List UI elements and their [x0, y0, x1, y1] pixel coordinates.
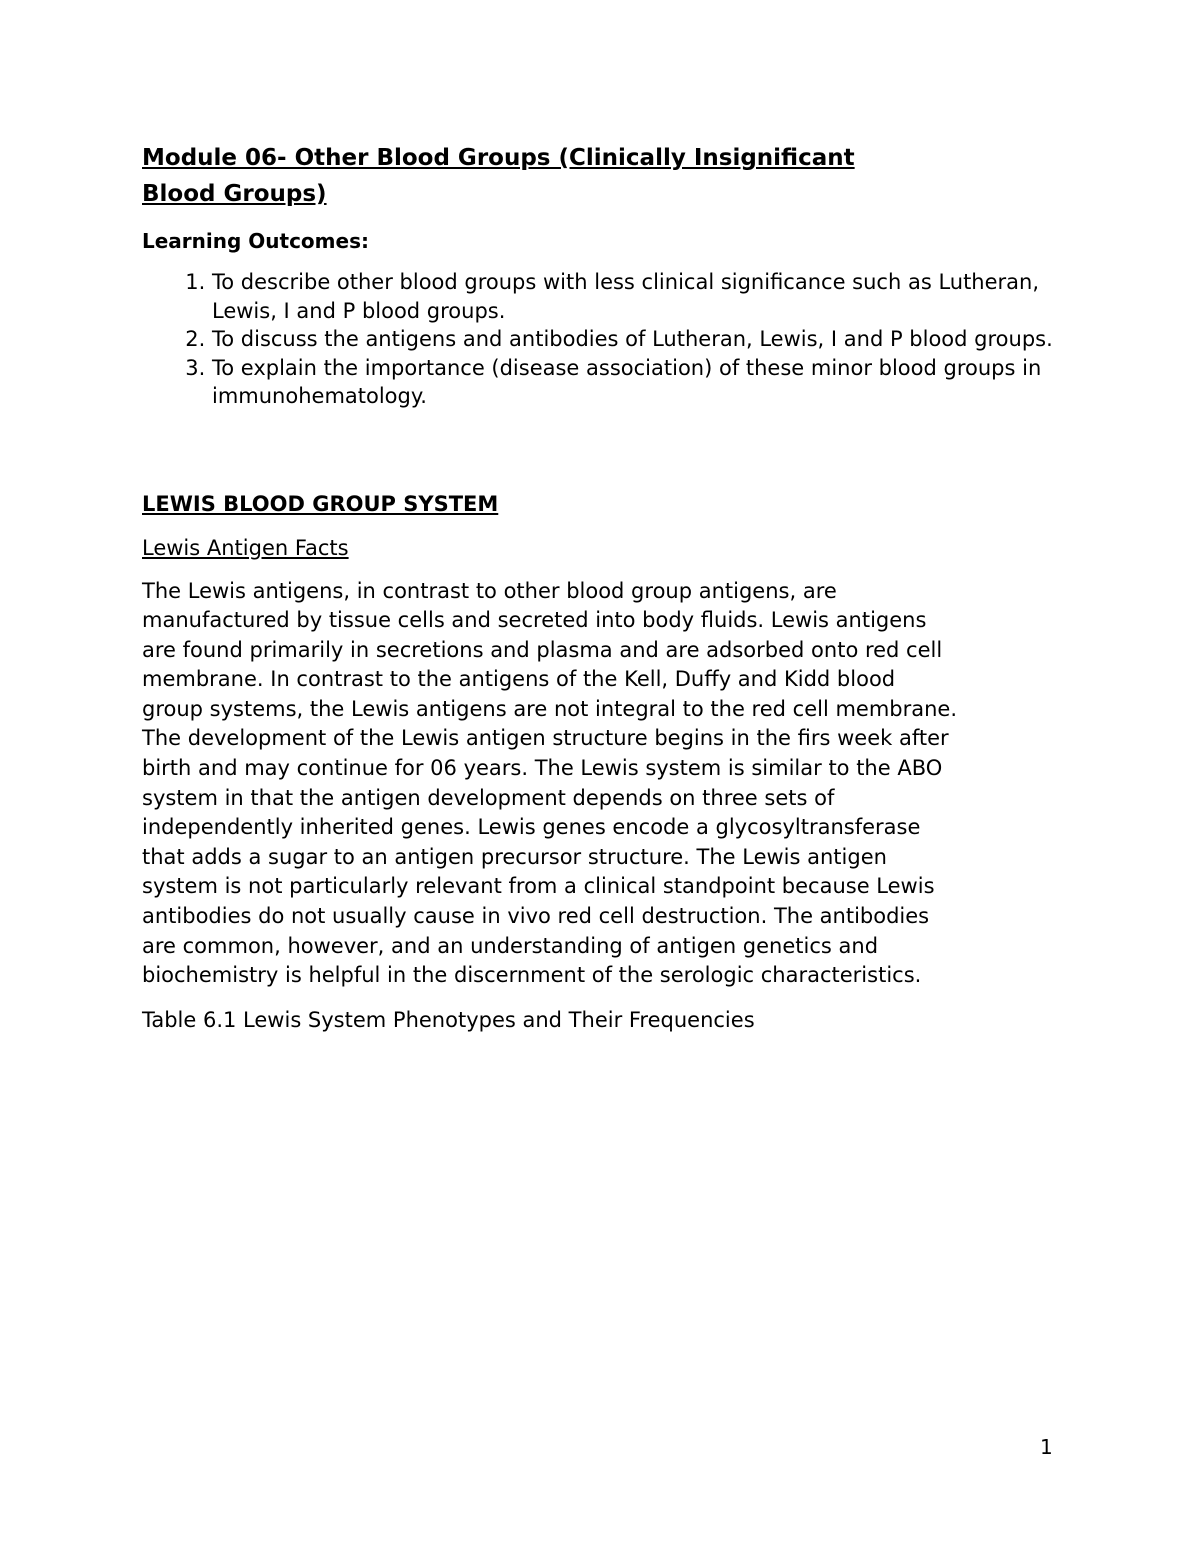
- body-paragraph: [142, 577, 1062, 991]
- paragraph-line: membrane. In contrast to the antigens of the Kell, Duffy and Kidd blood: [142, 667, 896, 692]
- page-number: 1: [1040, 1435, 1053, 1459]
- document-title-line-2: Blood Groups): [142, 181, 327, 207]
- subheading: Lewis Antigen Facts: [142, 535, 349, 560]
- paragraph-line: that adds a sugar to an antigen precursor structure. The Lewis antigen: [142, 844, 887, 869]
- paragraph-line: manufactured by tissue cells and secreted into body fluids. Lewis antigens: [142, 608, 927, 633]
- paragraph-line: system in that the antigen development depends on three sets of: [142, 785, 835, 810]
- section-heading: LEWIS BLOOD GROUP SYSTEM: [142, 491, 499, 516]
- table-caption: Table 6.1 Lewis System Phenotypes and Their Frequencies: [142, 1007, 755, 1032]
- paragraph-line: The development of the Lewis antigen structure begins in the firs week after: [142, 726, 949, 751]
- document-title-line-1: Module 06- Other Blood Groups (Clinically Insignificant: [142, 145, 855, 171]
- paragraph-line: antibodies do not usually cause in vivo red cell destruction. The antibodies: [142, 904, 930, 929]
- paragraph-line: The Lewis antigens, in contrast to other blood group antigens, are: [142, 578, 837, 603]
- list-item: 2. To discuss the antigens and antibodies of Lutheran, Lewis, I and P blood groups.: [212, 325, 1062, 354]
- paragraph-line: system is not particularly relevant from a clinical standpoint because Lewis: [142, 874, 935, 899]
- paragraph-line: group systems, the Lewis antigens are not integral to the red cell membrane.: [142, 696, 958, 721]
- paragraph-line: biochemistry is helpful in the discernment of the serologic characteristics.: [142, 963, 922, 988]
- list-item: 3. To explain the importance (disease association) of these minor blood groups in immunohematology.: [212, 354, 1062, 411]
- paragraph-line: independently inherited genes. Lewis genes encode a glycosyltransferase: [142, 815, 921, 840]
- page-content: [142, 140, 1062, 1035]
- paragraph-line: are common, however, and an understanding of antigen genetics and: [142, 933, 879, 958]
- paragraph-line: birth and may continue for 06 years. The Lewis system is similar to the ABO: [142, 756, 943, 781]
- learning-outcomes-list: [142, 268, 1062, 411]
- paragraph-line: are found primarily in secretions and plasma and are adsorbed onto red cell: [142, 637, 943, 662]
- list-item: 1. To describe other blood groups with less clinical significance such as Lutheran, Lewis, I and P blood groups.: [212, 268, 1062, 325]
- learning-outcomes-heading: Learning Outcomes:: [142, 229, 369, 253]
- document-title: [142, 140, 1062, 212]
